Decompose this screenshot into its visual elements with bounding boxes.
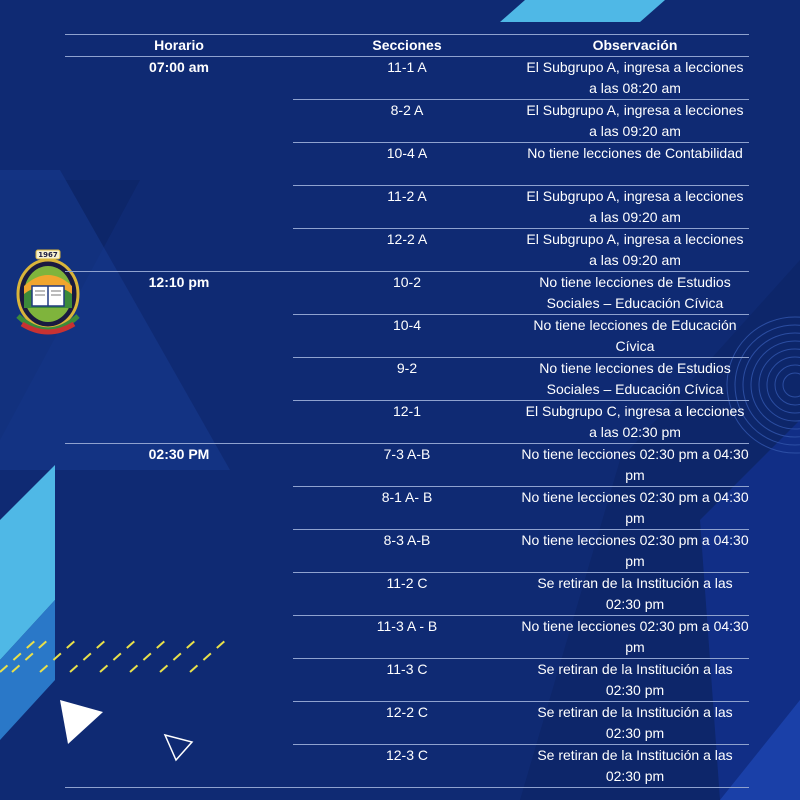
seccion-cell: 11-2 A bbox=[293, 186, 521, 229]
table-row bbox=[65, 272, 749, 315]
table-row bbox=[65, 573, 749, 616]
crest-year: 1967 bbox=[38, 251, 58, 259]
table-row bbox=[65, 57, 749, 100]
observacion-cell: Se retiran de la Institución a las 02:30 pm bbox=[521, 573, 749, 616]
seccion-cell: 12-1 bbox=[293, 401, 521, 444]
seccion-cell: 10-4 A bbox=[293, 143, 521, 186]
seccion-cell: 7-3 A-B bbox=[293, 444, 521, 487]
top-accent-shape bbox=[500, 0, 665, 22]
seccion-cell: 11-3 A - B bbox=[293, 616, 521, 659]
observacion-cell: El Subgrupo C, ingresa a lecciones a las 02:30 pm bbox=[521, 401, 749, 444]
table-row bbox=[65, 745, 749, 788]
observacion-cell: No tiene lecciones 02:30 pm a 04:30 pm bbox=[521, 530, 749, 573]
table-row bbox=[65, 100, 749, 143]
observacion-cell: El Subgrupo A, ingresa a lecciones a las 09:20 am bbox=[521, 229, 749, 272]
observacion-cell: No tiene lecciones 02:30 pm a 04:30 pm bbox=[521, 487, 749, 530]
observacion-cell: El Subgrupo A, ingresa a lecciones a las 09:20 am bbox=[521, 186, 749, 229]
observacion-cell: Se retiran de la Institución a las 02:30 pm bbox=[521, 659, 749, 702]
seccion-cell: 12-2 A bbox=[293, 229, 521, 272]
horario-cell: 07:00 am bbox=[65, 57, 293, 100]
seccion-cell: 11-2 C bbox=[293, 573, 521, 616]
observacion-cell: No tiene lecciones 02:30 pm a 04:30 pm bbox=[521, 444, 749, 487]
header-secciones: Secciones bbox=[372, 37, 442, 53]
table-row bbox=[65, 358, 749, 401]
seccion-cell: 8-2 A bbox=[293, 100, 521, 143]
seccion-cell: 11-1 A bbox=[293, 57, 521, 100]
table-row bbox=[65, 530, 749, 573]
observacion-cell: No tiene lecciones de Contabilidad bbox=[521, 143, 749, 186]
seccion-cell: 11-3 C bbox=[293, 659, 521, 702]
observacion-cell: El Subgrupo A, ingresa a lecciones a las 08:20 am bbox=[521, 57, 749, 100]
table-row bbox=[65, 444, 749, 487]
seccion-cell: 10-2 bbox=[293, 272, 521, 315]
seccion-cell: 12-2 C bbox=[293, 702, 521, 745]
table-row bbox=[65, 229, 749, 272]
table-row bbox=[65, 315, 749, 358]
horario-cell: 12:10 pm bbox=[65, 272, 293, 315]
header-horario: Horario bbox=[154, 37, 204, 53]
observacion-cell: El Subgrupo A, ingresa a lecciones a las 09:20 am bbox=[521, 100, 749, 143]
horario-cell: 02:30 PM bbox=[65, 444, 293, 487]
seccion-cell: 8-3 A-B bbox=[293, 530, 521, 573]
table-row bbox=[65, 401, 749, 444]
observacion-cell: Se retiran de la Institución a las 02:30 pm bbox=[521, 702, 749, 745]
seccion-cell: 8-1 A- B bbox=[293, 487, 521, 530]
observacion-cell: Se retiran de la Institución a las 02:30 pm bbox=[521, 745, 749, 788]
observacion-cell: No tiene lecciones de Estudios Sociales – Educación Cívica bbox=[521, 358, 749, 401]
seccion-cell: 9-2 bbox=[293, 358, 521, 401]
table-row bbox=[65, 659, 749, 702]
table-row bbox=[65, 616, 749, 659]
schedule-table bbox=[65, 34, 749, 788]
table-header-row bbox=[65, 35, 749, 57]
table-row bbox=[65, 143, 749, 186]
table-row bbox=[65, 186, 749, 229]
observacion-cell: No tiene lecciones de Educación Cívica bbox=[521, 315, 749, 358]
table-row bbox=[65, 702, 749, 745]
seccion-cell: 12-3 C bbox=[293, 745, 521, 788]
observacion-cell: No tiene lecciones de Estudios Sociales – Educación Cívica bbox=[521, 272, 749, 315]
table-row bbox=[65, 487, 749, 530]
observacion-cell: No tiene lecciones 02:30 pm a 04:30 pm bbox=[521, 616, 749, 659]
header-observacion: Observación bbox=[592, 37, 678, 53]
seccion-cell: 10-4 bbox=[293, 315, 521, 358]
